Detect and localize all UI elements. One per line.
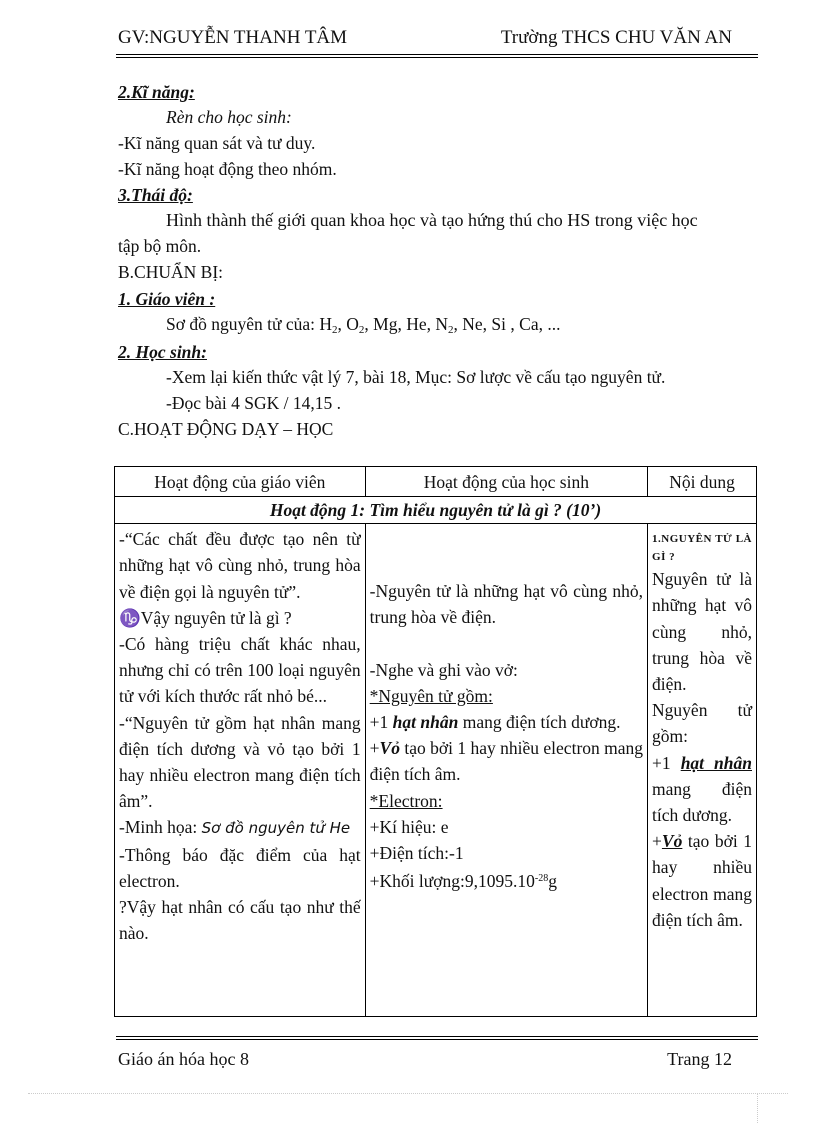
formula-h: H	[319, 314, 333, 334]
content-nucleus-prefix: +1	[652, 752, 681, 773]
content-shell	[652, 828, 752, 933]
student-charge: +Điện tích:-1	[369, 843, 464, 864]
attitude-heading: 3.Thái độ:	[118, 185, 193, 205]
student-activity-cell	[365, 524, 647, 1017]
attitude-line-1: Hình thành thế giới quan khoa học và tạo hứng thú cho HS trong việc học	[166, 210, 698, 230]
section-c-heading: C.HOẠT ĐỘNG DẠY – HỌC	[118, 419, 334, 439]
teacher-p4: -“Nguyên tử gồm hạt nhân mang điện tích dương và vỏ tạo bởi 1 hay nhiều electron mang điện tích âm”.	[119, 712, 361, 812]
nucleus-bold: hạt nhân	[392, 712, 459, 733]
activity-title: Hoạt động 1: Tìm hiểu nguyên tử là gì ? (10’)	[115, 497, 757, 524]
lesson-table	[114, 466, 757, 1017]
student-symbol: +Kí hiệu: e	[369, 816, 449, 837]
header-teacher-activity: Hoạt động của giáo viên	[115, 467, 366, 497]
teacher-p5-prefix: -Minh họa:	[119, 817, 202, 838]
mass-prefix: +Khối lượng:9,1095.10	[369, 871, 535, 892]
content-composed: Nguyên tử gồm:	[652, 700, 752, 747]
teacher-items-prefix: Sơ đồ nguyên tử của:	[166, 314, 315, 334]
footer-title: Giáo án hóa học 8	[118, 1049, 249, 1069]
nucleus-prefix: +1	[369, 712, 393, 733]
skills-heading: 2.Kĩ năng:	[118, 82, 195, 102]
page-edge-guide	[757, 1093, 758, 1123]
mass-exponent: -28	[534, 873, 549, 885]
student-listen: -Nghe và ghi vào vở:	[369, 659, 518, 680]
student-prep-item: -Xem lại kiến thức vật lý 7, bài 18, Mục: Sơ lược về cấu tạo nguyên tử.	[166, 367, 666, 387]
spacer	[370, 526, 643, 578]
mass-unit: g	[548, 871, 557, 892]
teacher-activity-cell	[115, 524, 366, 1017]
teacher-p5-italic: Sơ đồ nguyên tử He	[201, 819, 351, 838]
teacher-p5	[119, 814, 361, 841]
skill-item: -Kĩ năng quan sát và tư duy.	[118, 133, 316, 153]
prep-student-heading	[118, 342, 207, 363]
content-shell-bold: Vỏ	[661, 831, 683, 852]
page-edge-guide	[28, 1093, 788, 1094]
table-header-row	[115, 467, 757, 497]
page-number: Trang 12	[667, 1049, 732, 1069]
content-title: 1.NGUYÊN TỬ LÀ GÌ ?	[652, 533, 752, 564]
prep-teacher-heading-text: 1. Giáo viên :	[118, 289, 216, 309]
formula-o-sub: 2	[358, 324, 365, 336]
student-shell	[370, 735, 643, 787]
content-definition: Nguyên tử là những hạt vô cùng nhỏ, trung hòa về điện.	[652, 569, 752, 695]
student-answer: -Nguyên tử là những hạt vô cùng nhỏ, trung hòa về điện.	[369, 581, 644, 628]
content-nucleus	[652, 750, 752, 829]
formula-h-sub: 2	[332, 324, 338, 336]
student-atom-heading: *Nguyên tử gồm:	[369, 685, 493, 706]
skill-item: -Kĩ năng hoạt động theo nhóm.	[118, 159, 337, 179]
shell-bold: Vỏ	[379, 738, 400, 759]
student-mass	[370, 866, 643, 894]
formula-rest-2: , Ne, Si , Ca, ...	[453, 314, 561, 334]
header-teacher: GV:NGUYỄN THANH TÂM	[118, 27, 348, 48]
teacher-p1: -“Các chất đều được tạo nên từ những hạt vô cùng nhỏ, trung hòa về điện gọi là nguyên tử”.	[119, 529, 361, 602]
teacher-p3: -Có hàng triệu chất khác nhau, nhưng chỉ có trên 100 loại nguyên tử với kích thước rất nhỏ bé...	[119, 634, 361, 707]
header-content: Nội dung	[648, 467, 757, 497]
footer-divider	[116, 1036, 758, 1040]
content-nucleus-rest: mang điện tích dương.	[652, 778, 752, 826]
content-shell-prefix: +	[652, 831, 662, 852]
teacher-p7: ?Vậy hạt nhân có cấu tạo như thế nào.	[119, 897, 361, 944]
header-divider	[116, 54, 758, 58]
content-nucleus-bold: hạt nhân	[680, 752, 752, 773]
formula-n-sub: 2	[448, 324, 454, 336]
content-cell	[648, 524, 757, 1017]
formula-o: O	[346, 314, 359, 334]
prep-teacher-heading	[118, 289, 215, 310]
prep-heading: B.CHUẨN BỊ:	[118, 262, 224, 282]
content-shell-rest: tạo bởi 1 hay nhiều electron mang điện tích âm.	[652, 831, 752, 930]
prep-teacher-items: Sơ đồ nguyên tử của: $H_2$, $O_2$, Mg, He, $N_2$, Ne, Si , Ca, ...	[166, 314, 561, 336]
student-electron-heading: *Electron:	[369, 790, 443, 811]
formula-rest-1: , Mg, He, N	[364, 314, 449, 334]
skills-intro: Rèn cho học sinh:	[166, 107, 292, 127]
shell-rest: tạo bởi 1 hay nhiều electron mang điện tích âm.	[369, 738, 644, 785]
teacher-p2: ♑Vậy nguyên tử là gì ?	[119, 607, 292, 628]
header-student-activity: Hoạt động của học sinh	[365, 467, 647, 497]
attitude-line-2: tập bộ môn.	[118, 236, 202, 256]
nucleus-rest: mang điện tích dương.	[458, 712, 621, 733]
activity-row	[115, 497, 757, 524]
student-nucleus	[370, 709, 643, 735]
prep-student-heading-text: 2. Học sinh:	[118, 342, 207, 362]
student-prep-item: -Đọc bài 4 SGK / 14,15 .	[166, 393, 341, 413]
teacher-p6: -Thông báo đặc điểm của hạt electron.	[119, 844, 361, 891]
shell-prefix: +	[369, 738, 380, 759]
header-school: Trường THCS CHU VĂN AN	[500, 27, 732, 48]
table-row	[115, 524, 757, 1017]
spacer	[370, 631, 643, 657]
